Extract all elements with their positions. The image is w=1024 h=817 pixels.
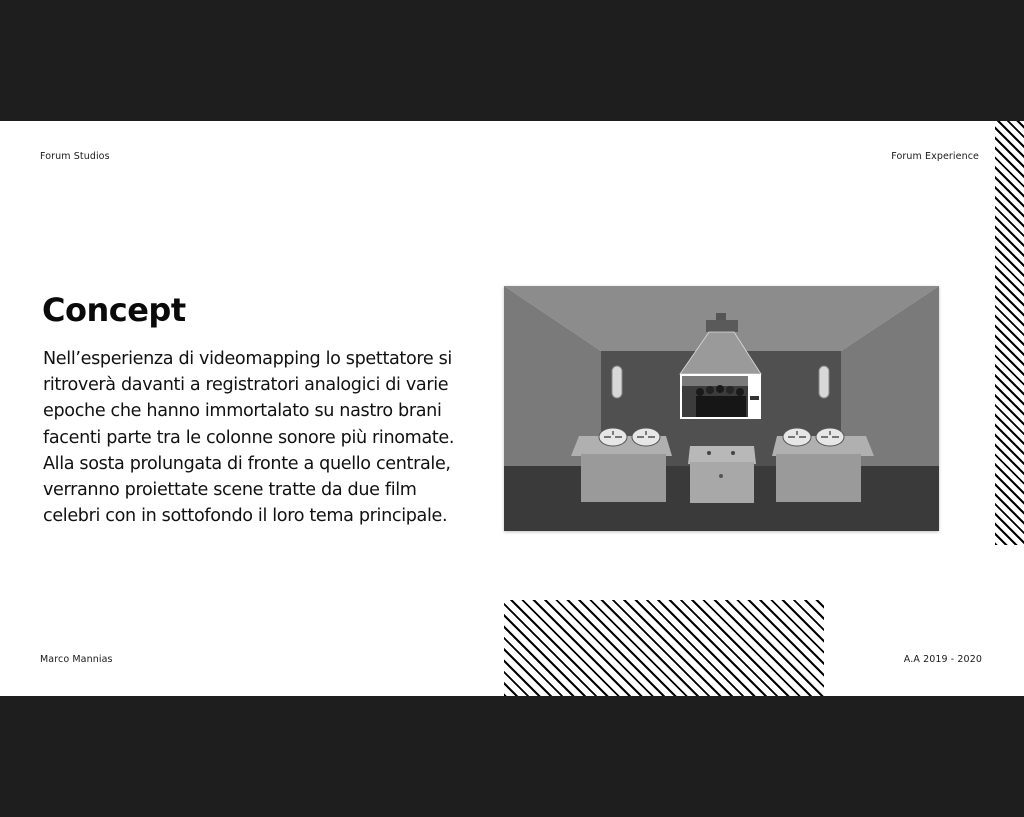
paragraph-line: celebri con in sottofondo il loro tema principale.	[43, 506, 448, 527]
paragraph-line: verranno proiettate scene tratte da due film	[43, 480, 417, 501]
slide	[0, 121, 1024, 696]
slide-title: Concept	[42, 291, 186, 329]
projector	[706, 320, 738, 332]
left-tape-deck	[581, 454, 666, 502]
wall-light-left	[612, 366, 622, 398]
hatched-block-bottom	[504, 600, 824, 696]
author-label: Marco Mannias	[40, 654, 113, 665]
concept-paragraph	[43, 346, 488, 529]
room-render-illustration	[504, 286, 939, 531]
paragraph-line: ritroverà davanti a registratori analogici di varie	[43, 375, 449, 396]
paragraph-line: epoche che hanno immortalato su nastro brani	[43, 401, 442, 422]
wall-light-right	[819, 366, 829, 398]
paragraph-line: Nell’esperienza di videomapping lo spettatore si	[43, 349, 452, 369]
center-console	[690, 462, 754, 503]
header-left-label: Forum Studios	[40, 151, 110, 162]
center-console-top	[688, 446, 756, 464]
paragraph-line: facenti parte tra le colonne sonore più rinomate.	[43, 427, 455, 448]
header-right-label: Forum Experience	[891, 151, 979, 162]
paragraph-line: Alla sosta prolungata di fronte a quello centrale,	[43, 453, 451, 474]
hatched-band-right	[995, 121, 1024, 545]
right-tape-deck	[776, 454, 861, 502]
projector-mount	[716, 313, 726, 321]
academic-year-label: A.A 2019 - 2020	[903, 654, 982, 665]
room-render-image	[504, 286, 939, 531]
